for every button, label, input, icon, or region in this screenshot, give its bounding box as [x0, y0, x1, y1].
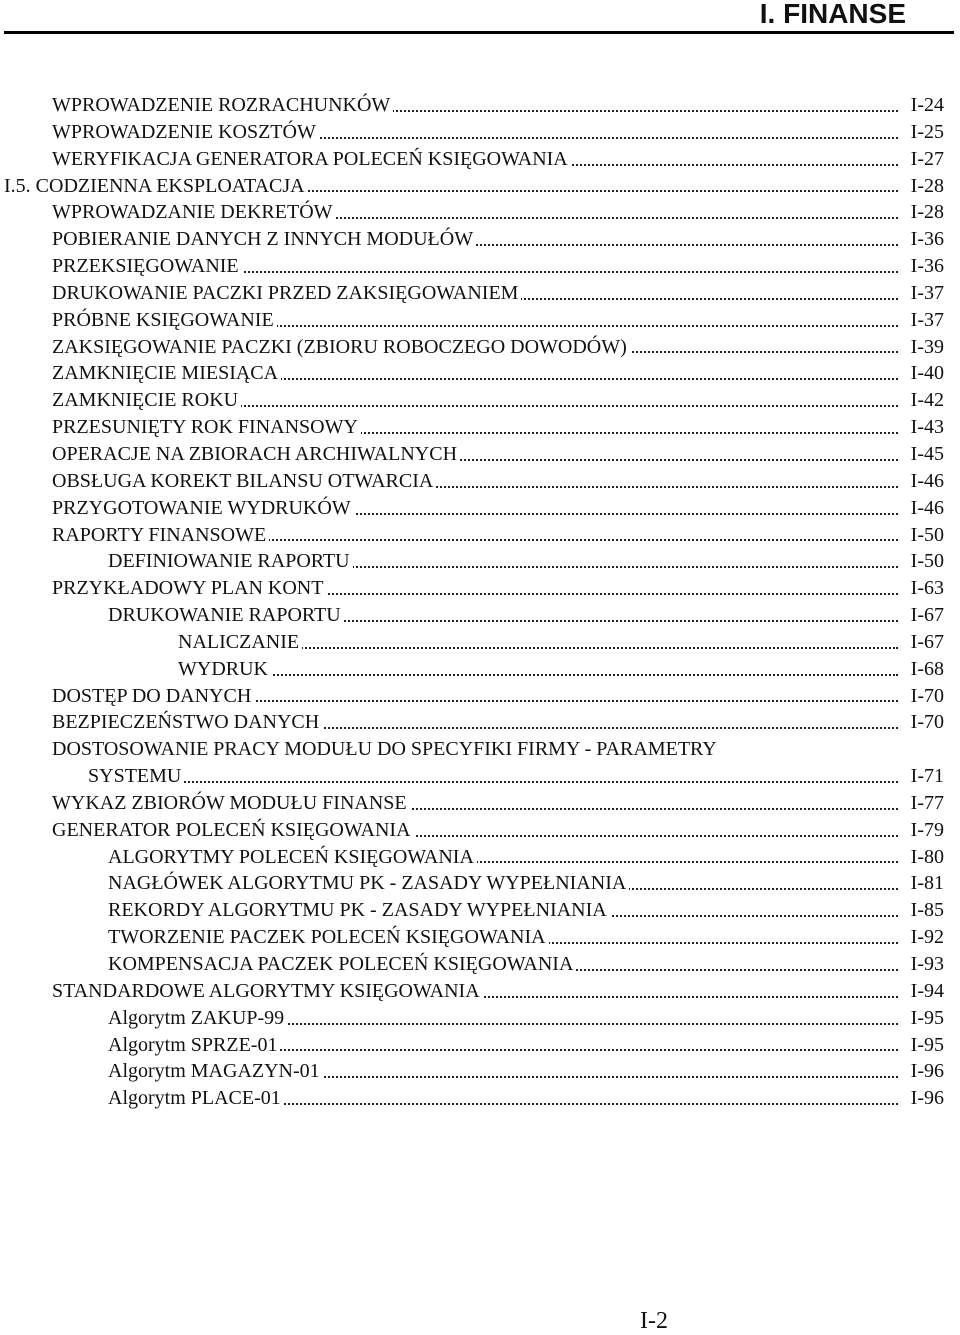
toc-entry[interactable] [0, 602, 960, 629]
toc-entry-page: I-50 [907, 548, 944, 575]
toc-entry-title: WPROWADZENIE ROZRACHUNKÓW [52, 92, 393, 119]
toc-entry-title: GENERATOR POLECEŃ KSIĘGOWANIA [52, 817, 414, 844]
toc-entry-page: I-50 [907, 522, 944, 549]
toc-entry[interactable] [0, 1005, 960, 1032]
toc-entry-title: TWORZENIE PACZEK POLECEŃ KSIĘGOWANIA [108, 924, 549, 951]
toc-entry-title: PRZESUNIĘTY ROK FINANSOWY [52, 414, 361, 441]
toc-entry-page: I-25 [907, 119, 944, 146]
toc-entry-title: ZAMKNIĘCIE ROKU [52, 387, 241, 414]
toc-entry-title: ALGORYTMY POLECEŃ KSIĘGOWANIA [108, 844, 477, 871]
toc-entry[interactable] [0, 817, 960, 844]
toc-entry-title: ZAMKNIĘCIE MIESIĄCA [52, 360, 281, 387]
toc-entry-title: RAPORTY FINANSOWE [52, 522, 269, 549]
toc-entry-title: KOMPENSACJA PACZEK POLECEŃ KSIĘGOWANIA [108, 951, 576, 978]
toc-entry-page: I-24 [907, 92, 944, 119]
toc-entry-page: I-39 [907, 334, 944, 361]
toc-entry-page: I-42 [907, 387, 944, 414]
toc-entry-page: I-80 [907, 844, 944, 871]
toc-entry-page: I-95 [907, 1005, 944, 1032]
toc-entry-title: POBIERANIE DANYCH Z INNYCH MODUŁÓW [52, 226, 476, 253]
toc-entry-page: I-93 [907, 951, 944, 978]
toc-entry-page: I-45 [907, 441, 944, 468]
toc-entry-page: I-67 [907, 602, 944, 629]
toc-entry[interactable] [0, 575, 960, 602]
toc-entry[interactable] [0, 1085, 960, 1112]
toc-entry-page: I-95 [907, 1032, 944, 1059]
toc-entry[interactable] [0, 253, 960, 280]
toc-entry[interactable] [0, 334, 960, 361]
toc-entry-title: DOSTOSOWANIE PRACY MODUŁU DO SPECYFIKI FIRMY - PARAMETRY [52, 736, 720, 763]
toc-entry[interactable] [0, 495, 960, 522]
toc-entry[interactable] [0, 468, 960, 495]
toc-entry-page: I-28 [907, 173, 944, 200]
section-title: I. FINANSE [759, 0, 906, 29]
toc-entry[interactable] [0, 441, 960, 468]
toc-entry-page: I-46 [907, 495, 944, 522]
toc-entry-title: WYDRUK [178, 656, 271, 683]
toc-entry-page: I-96 [907, 1058, 944, 1085]
toc-entry[interactable] [0, 951, 960, 978]
toc-entry-title: REKORDY ALGORYTMU PK - ZASADY WYPEŁNIANIA [108, 897, 610, 924]
toc-entry-title: Algorytm ZAKUP-99 [108, 1005, 287, 1032]
toc-entry-title: PRÓBNE KSIĘGOWANIE [52, 307, 277, 334]
toc-entry[interactable] [0, 387, 960, 414]
toc-entry-title: OBSŁUGA KOREKT BILANSU OTWARCIA [52, 468, 436, 495]
toc-entry-page: I-40 [907, 360, 944, 387]
toc-entry[interactable] [0, 414, 960, 441]
toc-entry-page: I-46 [907, 468, 944, 495]
toc-entry-page: I-79 [907, 817, 944, 844]
toc-entry-title: DRUKOWANIE PACZKI PRZED ZAKSIĘGOWANIEM [52, 280, 521, 307]
toc-entry-page: I-37 [907, 307, 944, 334]
toc-entry[interactable] [0, 736, 960, 790]
toc-entry-page: I-85 [907, 897, 944, 924]
toc-entry-title: STANDARDOWE ALGORYTMY KSIĘGOWANIA [52, 978, 483, 1005]
toc-entry-page: I-37 [907, 280, 944, 307]
toc-entry[interactable] [0, 1032, 960, 1059]
toc-entry-page: I-71 [907, 763, 944, 790]
dot-leader [178, 674, 898, 676]
toc-entry[interactable] [0, 226, 960, 253]
toc-entry-page: I-63 [907, 575, 944, 602]
toc-entry-title: WPROWADZENIE KOSZTÓW [52, 119, 319, 146]
toc-entry-page: I-94 [907, 978, 944, 1005]
toc-entry-page: I-92 [907, 924, 944, 951]
header-rule [4, 31, 954, 34]
toc-entry-page: I-70 [907, 709, 944, 736]
toc-entry[interactable] [0, 656, 960, 683]
toc-entry-page: I-27 [907, 146, 944, 173]
toc-entry-page: I-77 [907, 790, 944, 817]
toc-entry[interactable] [0, 522, 960, 549]
toc-entry-page: I-81 [907, 870, 944, 897]
toc-entry-page: I-96 [907, 1085, 944, 1112]
toc-entry-page: I-28 [907, 199, 944, 226]
toc-entry-title: NALICZANIE [178, 629, 302, 656]
toc-entry[interactable] [0, 548, 960, 575]
toc-entry-title: WPROWADZANIE DEKRETÓW [52, 199, 336, 226]
toc-entry[interactable] [0, 709, 960, 736]
toc-entry-title: OPERACJE NA ZBIORACH ARCHIWALNYCH [52, 441, 460, 468]
toc-entry-title: DEFINIOWANIE RAPORTU [108, 548, 353, 575]
toc-entry-page: I-43 [907, 414, 944, 441]
toc-entry[interactable] [0, 844, 960, 871]
toc-entry-title: PRZYGOTOWANIE WYDRUKÓW [52, 495, 354, 522]
toc-entry-page: I-68 [907, 656, 944, 683]
toc-entry[interactable] [0, 790, 960, 817]
toc-entry-title: DRUKOWANIE RAPORTU [108, 602, 344, 629]
toc-entry[interactable] [0, 924, 960, 951]
toc-entry-page: I-36 [907, 253, 944, 280]
toc-entry[interactable] [0, 280, 960, 307]
toc-entry-title: PRZEKSIĘGOWANIE [52, 253, 242, 280]
toc-entry[interactable] [0, 683, 960, 710]
toc-entry[interactable] [0, 146, 960, 173]
toc-entry[interactable] [0, 870, 960, 897]
toc-entry-title: Algorytm SPRZE-01 [108, 1032, 280, 1059]
table-of-contents [0, 92, 960, 1112]
dot-leader [88, 781, 898, 783]
toc-entry-title: WERYFIKACJA GENERATORA POLECEŃ KSIĘGOWANIA [52, 146, 571, 173]
page-number: I-2 [640, 1308, 668, 1334]
toc-entry-title: Algorytm PLACE-01 [108, 1085, 284, 1112]
toc-entry[interactable] [0, 1058, 960, 1085]
toc-entry[interactable] [0, 119, 960, 146]
toc-entry-title: WYKAZ ZBIORÓW MODUŁU FINANSE [52, 790, 410, 817]
toc-entry-title: BEZPIECZEŃSTWO DANYCH [52, 709, 322, 736]
toc-entry-title: DOSTĘP DO DANYCH [52, 683, 254, 710]
toc-entry[interactable] [0, 173, 960, 200]
toc-entry-title: ZAKSIĘGOWANIE PACZKI (ZBIORU ROBOCZEGO DOWODÓW) [52, 334, 630, 361]
toc-entry-page: I-70 [907, 683, 944, 710]
toc-entry[interactable] [0, 92, 960, 119]
toc-entry-title: PRZYKŁADOWY PLAN KONT [52, 575, 326, 602]
toc-entry[interactable] [0, 978, 960, 1005]
toc-entry[interactable] [0, 360, 960, 387]
toc-entry[interactable] [0, 629, 960, 656]
toc-entry-page: I-36 [907, 226, 944, 253]
toc-entry[interactable] [0, 199, 960, 226]
toc-entry[interactable] [0, 307, 960, 334]
toc-entry-page: I-67 [907, 629, 944, 656]
toc-entry[interactable] [0, 897, 960, 924]
toc-entry-title-continued: SYSTEMU [88, 763, 184, 790]
toc-entry-title: NAGŁÓWEK ALGORYTMU PK - ZASADY WYPEŁNIANIA [108, 870, 629, 897]
toc-entry-title: I.5. CODZIENNA EKSPLOATACJA [4, 173, 308, 200]
toc-entry-title: Algorytm MAGAZYN-01 [108, 1058, 323, 1085]
